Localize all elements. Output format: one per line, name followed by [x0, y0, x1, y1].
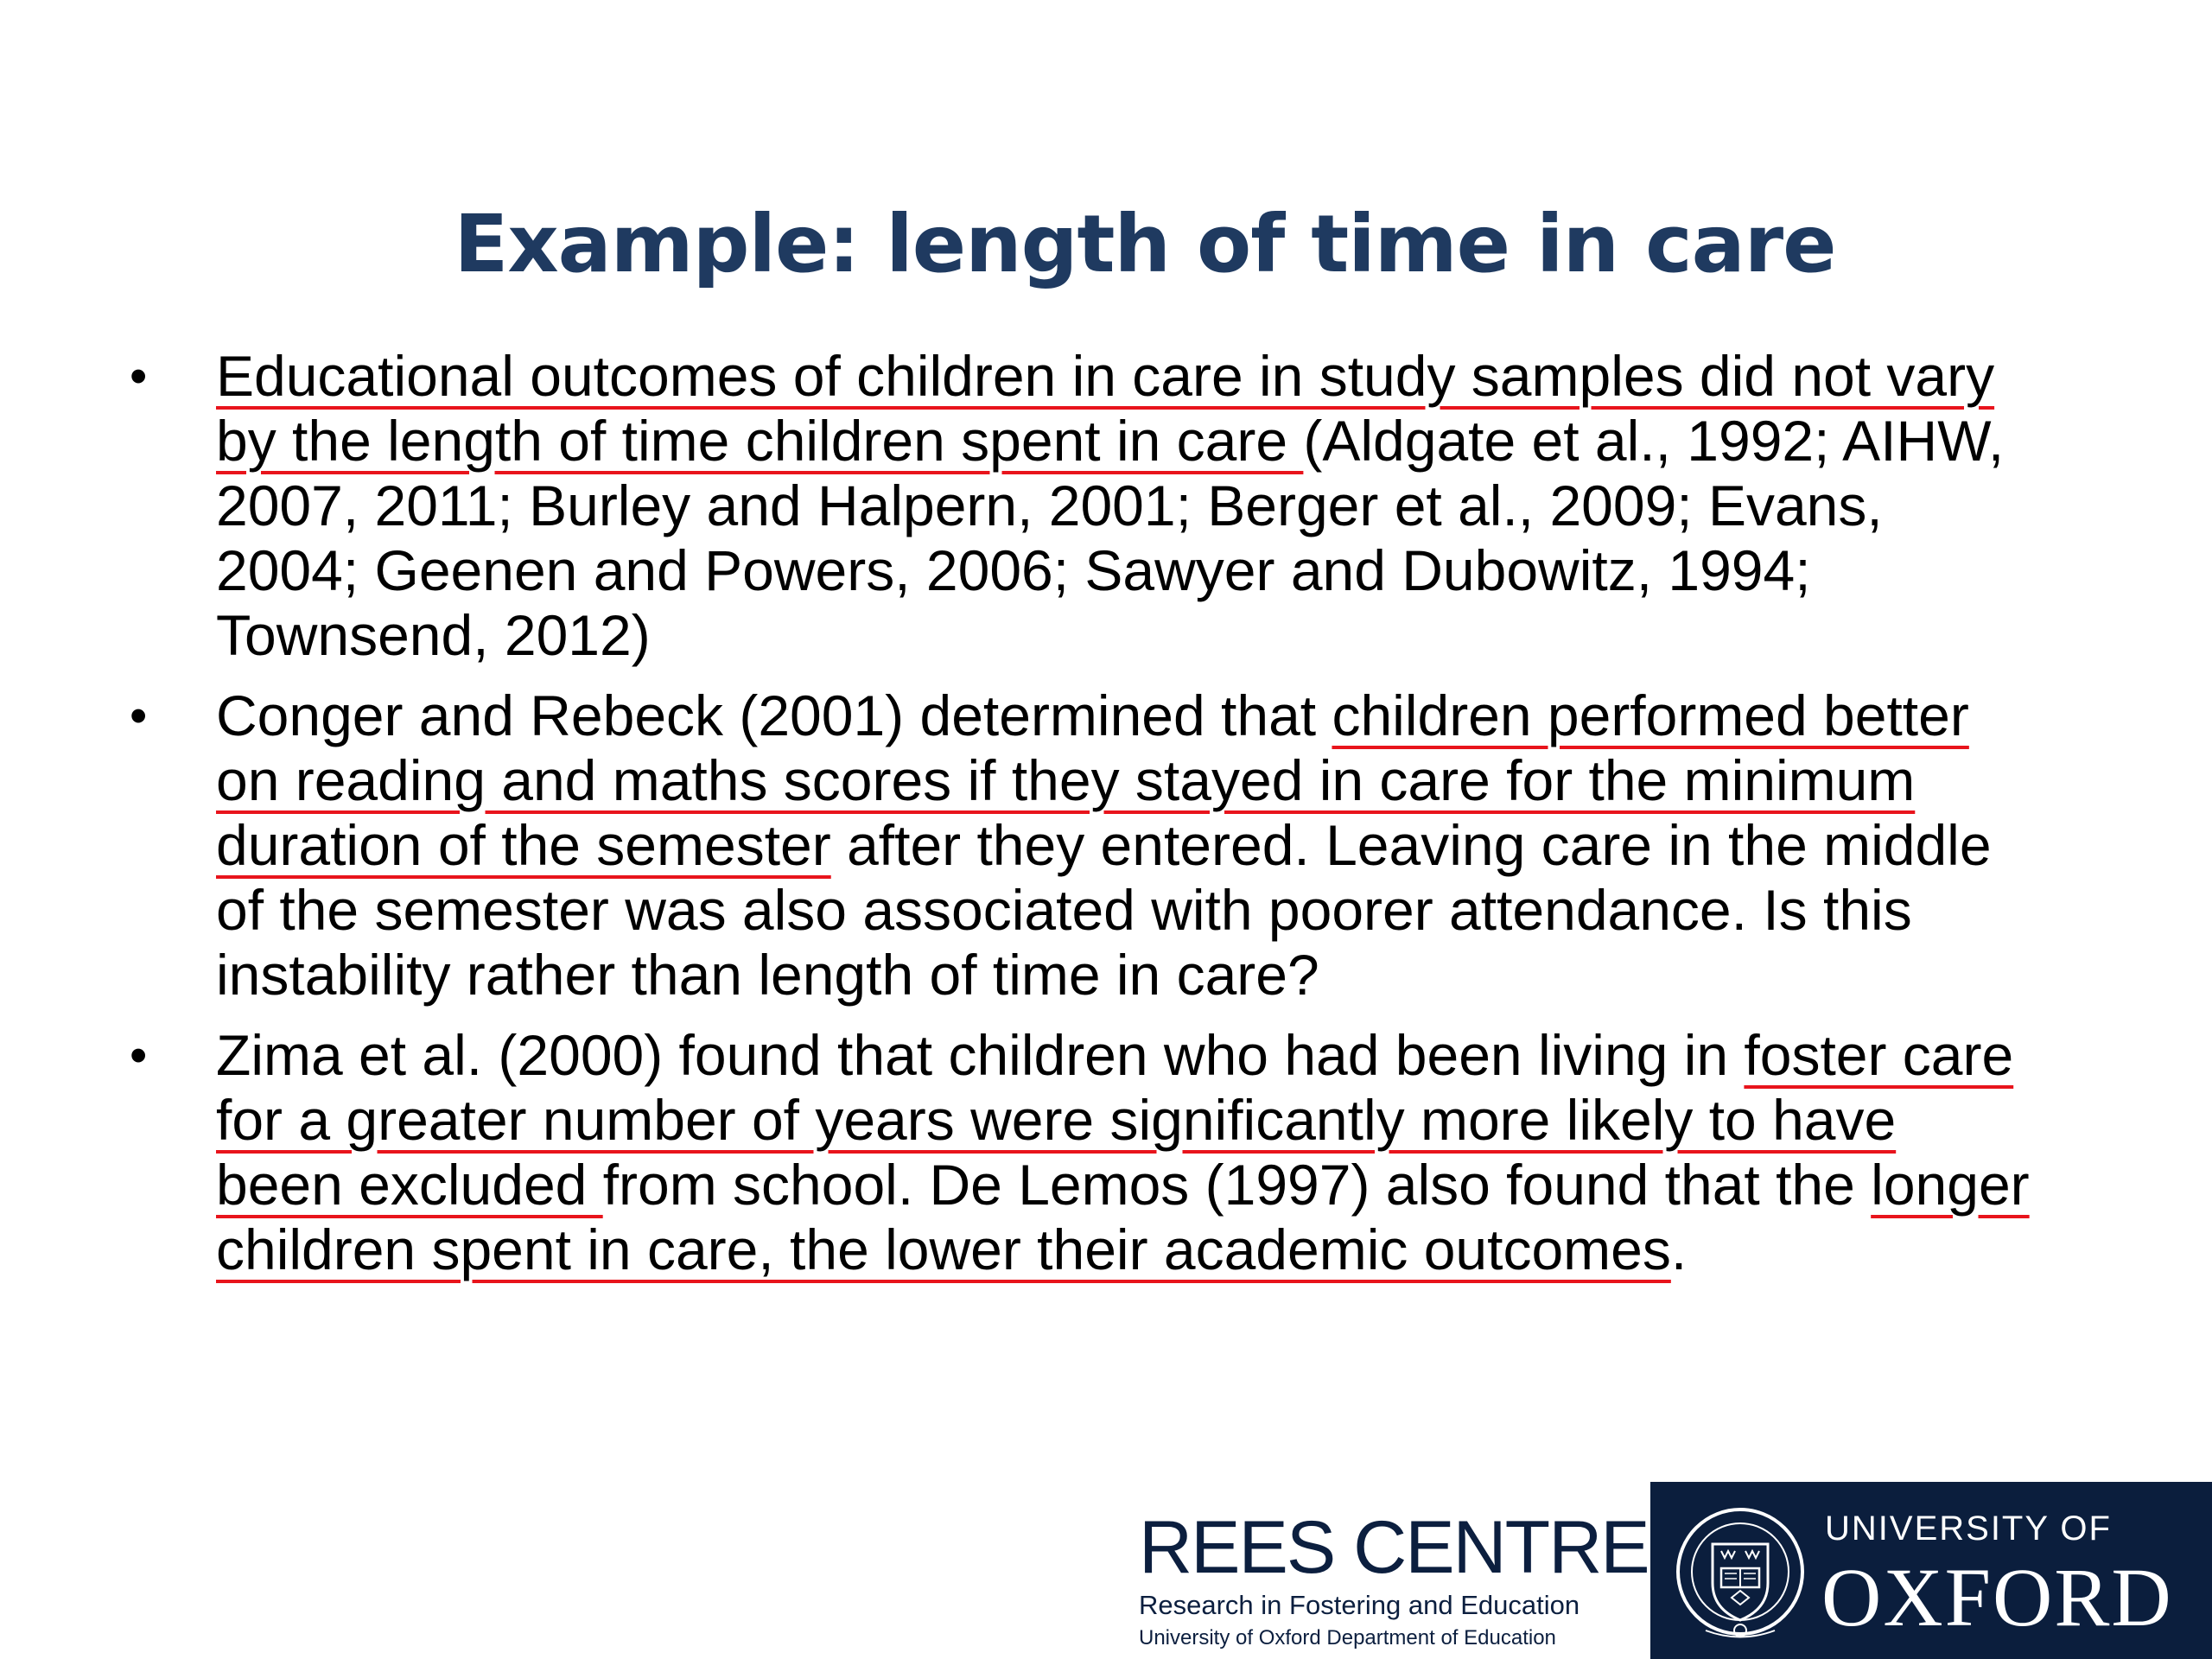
oxford-logo — [1650, 1482, 2212, 1659]
bullet-item — [130, 1023, 2031, 1282]
bullet-item — [130, 683, 2031, 1007]
bullet-dot-icon: • — [130, 688, 148, 744]
body-text: after they entered. Leaving care in the middle of the semester was also associated with poorer attendance. Is this instability rather than length of time in care? — [216, 813, 1992, 1007]
body-text: Conger and Rebeck (2001) determined that — [216, 683, 1332, 747]
bullet-list — [130, 344, 2031, 1298]
bullet-dot-icon: • — [130, 1027, 148, 1084]
underlined-text: Educational outcomes of children in care in study samples did not vary by the length of time children spent in care — [216, 344, 1995, 473]
rees-centre-department: University of Oxford Department of Education — [1139, 1626, 1556, 1649]
body-text: Zima et al. (2000) found that children who had been living in — [216, 1023, 1745, 1087]
rees-centre-logo — [1139, 1506, 1649, 1650]
slide-title: Example: length of time in care — [454, 198, 1836, 290]
bullet-dot-icon: • — [130, 348, 148, 404]
underlined-text: longer children spent in care, the lower their academic outcomes — [216, 1153, 2030, 1281]
oxford-name: OXFORD — [1821, 1551, 2173, 1643]
underlined-text: foster care for a greater number of years were significantly more likely to have been excluded — [216, 1023, 2014, 1217]
rees-centre-title: REES CENTRE — [1139, 1506, 1649, 1589]
oxford-crest-icon — [1671, 1501, 1809, 1648]
body-text: (Aldgate et al., 1992; AIHW, 2007, 2011; Burley and Halpern, 2001; Berger et al., 2009; Evans, 2004; Geenen and Powers, 2006; Sawyer and Dubowitz, 1994; Townsend, 2012) — [216, 409, 2005, 667]
bullet-item — [130, 344, 2031, 668]
oxford-university-of: UNIVERSITY OF — [1825, 1510, 2112, 1548]
underlined-text: children performed better on reading and maths scores if they stayed in care for the minimum duration of the semester — [216, 683, 1969, 877]
rees-centre-subtitle: Research in Fostering and Education — [1139, 1590, 1580, 1620]
body-text: . — [1670, 1217, 1688, 1281]
body-text: from school. De Lemos (1997) also found that the — [602, 1153, 1872, 1217]
